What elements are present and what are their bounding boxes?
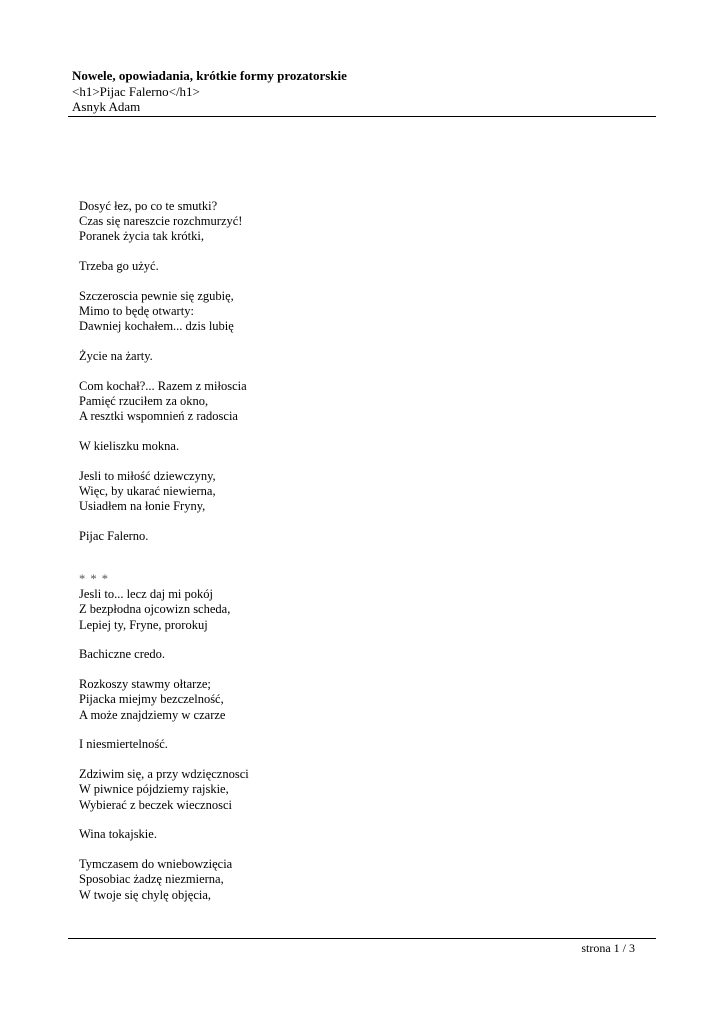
poem-line: Jesli to... lecz daj mi pokój [79,587,214,602]
stanza [79,737,639,752]
poem-part-2 [79,587,639,903]
footer-divider [68,938,656,939]
poem-line: Trzeba go użyć. [79,259,159,274]
stanza [79,767,639,813]
poem-line: Rozkoszy stawmy ołtarze; [79,677,211,692]
poem-line: Czas się nareszcie rozchmurzyć! [79,214,243,229]
poem-line: Wina tokajskie. [79,827,157,842]
stanza [79,529,639,544]
poem-line: Pijacka miejmy bezczelność, [79,692,224,707]
poem-line: Pijac Falerno. [79,529,149,544]
poem-line: W twoje się chylę objęcia, [79,887,212,902]
poem-line: Sposobiac żadzę niezmierna, [79,872,224,887]
header-divider [68,116,656,117]
stanza [79,349,639,364]
stanza [79,677,639,723]
page-number: strona 1 / 3 [581,941,635,955]
stanza [79,827,639,842]
stanza [79,259,639,274]
poem-line: Lepiej ty, Fryne, prorokuj [79,617,208,632]
document-header [72,68,656,114]
poem-body [79,199,639,917]
poem-line: Pamięć rzuciłem za okno, [79,394,209,409]
poem-line: W piwnice pójdziemy rajskie, [79,782,229,797]
stanza [79,469,639,515]
poem-line: Poranek życia tak krótki, [79,229,204,244]
stanza [79,647,639,662]
poem-line: Com kochał?... Razem z miłoscia [79,379,247,393]
poem-line: I niesmiertelność. [79,737,168,752]
stanza [79,587,639,633]
poem-line: A resztki wspomnień z radoscia [79,409,238,424]
stanza [79,379,639,425]
poem-line: Mimo to będę otwarty: [79,304,194,319]
author-name: Asnyk Adam [72,99,141,114]
poem-part-1 [79,199,639,544]
collection-title: Nowele, opowiadania, krótkie formy prozatorskie [72,68,347,83]
poem-line: Bachiczne credo. [79,647,166,662]
work-title: <h1>Pijac Falerno</h1> [72,84,200,99]
stanza [79,199,639,245]
poem-line: Dawniej kochałem... dzis lubię [79,319,234,334]
section-separator: * * * [79,572,109,586]
poem-line: Więc, by ukarać niewierna, [79,484,216,499]
stanza [79,439,639,454]
poem-line: W kieliszku mokna. [79,439,180,454]
poem-line: Życie na żarty. [79,349,153,364]
poem-line: Jesli to miłość dziewczyny, [79,469,216,483]
stanza [79,289,639,335]
poem-line: Dosyć łez, po co te smutki? [79,199,218,213]
poem-line: Z bezpłodna ojcowizn scheda, [79,602,231,617]
poem-line: Tymczasem do wniebowzięcia [79,857,233,872]
poem-line: A może znajdziemy w czarze [79,707,226,722]
poem-line: Szczeroscia pewnie się zgubię, [79,289,234,303]
poem-line: Zdziwim się, a przy wdzięcznosci [79,767,249,782]
stanza [79,857,639,903]
poem-line: Wybierać z beczek wiecznosci [79,797,232,812]
poem-line: Usiadłem na łonie Fryny, [79,499,206,514]
